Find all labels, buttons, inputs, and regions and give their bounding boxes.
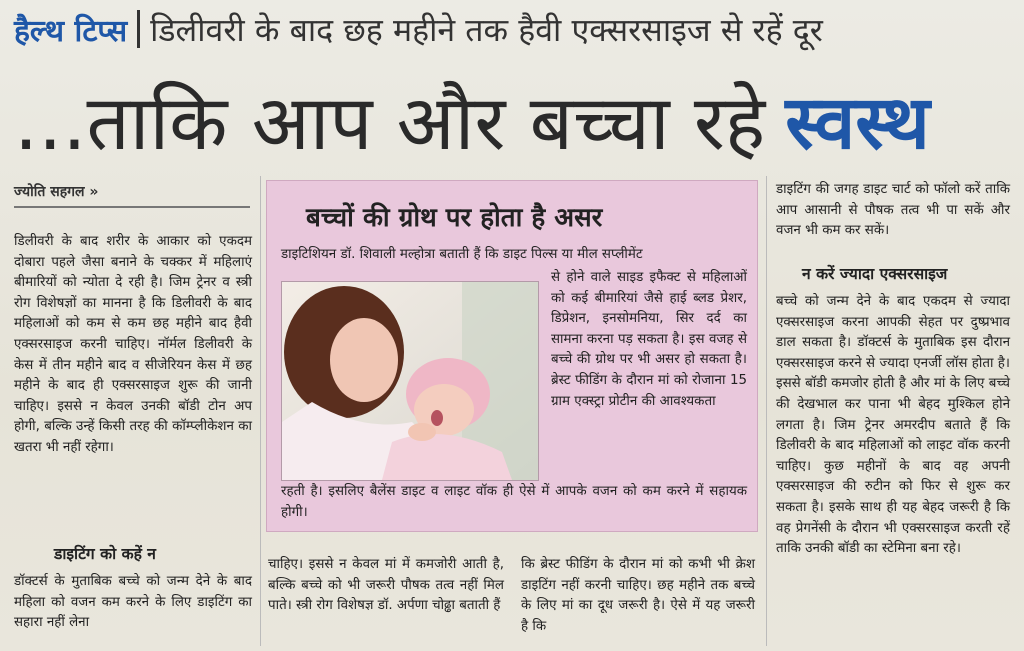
article-dek: डिलीवरी के बाद छह महीने तक हैवी एक्सरसाइज से रहें दूर [150,10,823,49]
column-divider [260,176,261,646]
column-4-body: बच्चे को जन्म देने के बाद एकदम से ज्यादा एक्सरसाइज करना आपकी सेहत पर दुष्प्रभाव डाल सकता है। डॉक्टर्स के मुताबिक इस दौरान एक्सरसाइज करने से ज्यादा एनर्जी लॉस होता है। इससे बॉडी कमजोर होती है और मां के लिए बच्चे की देखभाल कर पाना भी बेहद मुश्किल होने लगता है। जिम ट्रेनर अमरदीप बताते हैं कि डिलीवरी के बाद महिलाओं को लाइट वॉक करनी चाहिए। कुछ महीनों के बाद वह अपनी एक्सरसाइज की रुटीन को फिर से शुरू कर सकता है। इसके साथ ही यह बेहद जरूरी है कि वह प्रेगनेंसी के दौरान भी एक्सरसाइज करती रहें ताकि उनकी बॉडी का स्टेमिना बना रहे। [776,294,1010,557]
column-divider [766,176,767,646]
byline-rule [14,206,250,208]
mother-baby-photo [281,281,539,481]
headline-accent: स्वस्थ [785,80,930,166]
subhead-dieting: डाइटिंग को कहें न [54,545,156,563]
headline [14,66,930,166]
headline-main: ...ताकि आप और बच्चा रहे [14,78,766,167]
subhead-exercise: न करें ज्यादा एक्सरसाइज [802,265,948,283]
sidebar-lead: डाइटिशियन डॉ. शिवाली मल्होत्रा बताती हैं कि डाइट पिल्स या मील सप्लीमेंट [281,247,643,262]
sidebar-tail: रहती है। इसलिए बैलेंस डाइट व लाइट वॉक ही ऐसे में आपके वजन को कम करने में सहायक होगी। [281,484,747,520]
column-1-body: डॉक्टर्स के मुताबिक बच्चे को जन्म देने के बाद महिला को वजन कम करने के लिए डाइटिंग का सहारा नहीं लेना [14,574,252,631]
column-1-intro: डिलीवरी के बाद शरीर के आकार को एकदम दोबारा पहले जैसा बनाने के चक्कर में महिलाएं बीमारियों को न्योता दे रही है। जिम ट्रेनर व स्त्री रोग विशेषज्ञों का मानना है कि डिलीवरी के बाद महिलाओं को कम से कम छह महीने बाद हैवी एक्सरसाइज करनी चाहिए। नॉर्मल डिलीवरी के केस में तीन महीने बाद व सीजेरियन केस में छह महीने के बाद ही एक्सरसाइज शुरू की जानी चाहिए। इससे न केवल उनकी बॉडी टोन अप होगी, बल्कि उन्हें किसी तरह की कॉम्प्लीकेशन का खतरा भी नहीं रहेगा। [14,234,252,455]
sidebar-title: बच्चों की ग्रोथ पर होता है असर [306,203,603,233]
column-3-body: कि ब्रेस्ट फीडिंग के दौरान मां को कभी भी क्रेश डाइटिंग नहीं करनी चाहिए। छह महीने तक बच्चे के लिए मां का दूध जरूरी है। ऐसे में यह जरूरी है कि [521,557,755,634]
header-divider [137,10,140,48]
byline: ज्योति सहगल » [14,184,99,200]
column-2-body: चाहिए। इससे न केवल मां में कमजोरी आती है, बल्कि बच्चे को भी जरूरी पौषक तत्व नहीं मिल पाते। स्त्री रोग विशेषज्ञ डॉ. अर्पणा चोढ्ढा बताती हैं [268,557,504,614]
photo-illustration [282,282,538,480]
sidebar-right-text: से होने वाले साइड इफैक्ट से महिलाओं को कई बीमारियां जैसे हाई ब्लड प्रेशर, डिप्रेशन, इनसोमनिया, सिर दर्द का सामना करना पड़ सकता है। इस वजह से बच्चे की ग्रोथ पर भी असर हो सकता है। ब्रेस्ट फीडिंग के दौरान मां को रोजाना 15 ग्राम एक्स्ट्रा प्रोटीन की आवश्यकता [551,270,747,409]
section-header [14,6,823,52]
column-4-intro: डाइटिंग की जगह डाइट चार्ट को फॉलो करें ताकि आप आसानी से पौषक तत्व भी पा सकें और वजन भी कम कर सकें। [776,182,1010,239]
section-tag: हैल्थ टिप्स [14,13,128,49]
